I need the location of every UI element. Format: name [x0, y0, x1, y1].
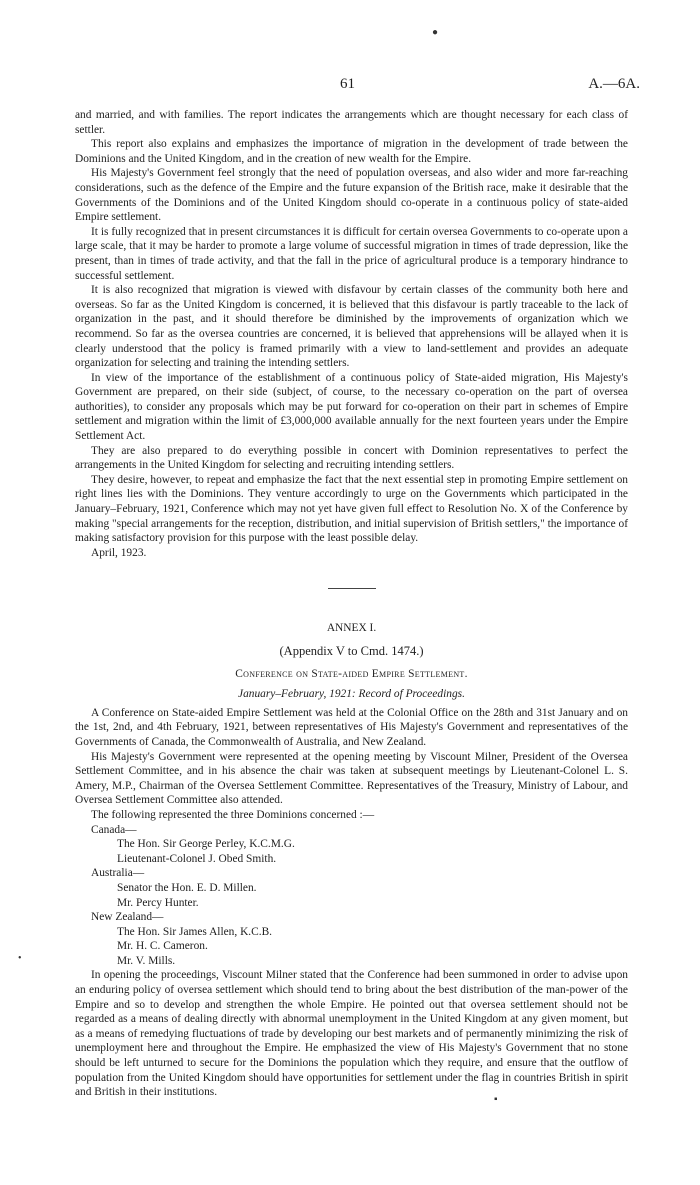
paragraph: In view of the importance of the establishment of a continuous policy of State-aided migration, His Majesty's Government are prepared, on their side (subject, of course, to the necessary co-operation on the part of oversea authorities), to consider any proposals which may be put forward for co-operation on their part in schemes of Empire settlement and migration within the limit of £3,000,000 available annually for the next fourteen years under the Empire Settlement Act. [75, 371, 628, 443]
paragraph: This report also explains and emphasizes the importance of migration in the development of trade between the Dominions and the United Kingdom, and in the creation of new wealth for the Empire. [75, 138, 628, 165]
page-body [75, 108, 628, 1100]
conference-title: Conference on State-aided Empire Settlement. [235, 667, 468, 680]
paragraph: It is also recognized that migration is viewed with disfavour by certain classes of the community both here and overseas. So far as the United Kingdom is concerned, it is believed that this disfavour is partly traceable to the lack of organization in the past, and it should therefore be diminished by the improvements of organization which we recommend. So far as the oversea countries are concerned, it is believed that apprehensions will be allayed when it is clearly understood that the policy is framed primarily with a view to land-settlement and provides an adequate organization for selecting and training the intending settlers. [75, 284, 628, 370]
paragraph: It is fully recognized that in present circumstances it is difficult for certain oversea Governments to co-operate upon a large scale, that it may be harder to promote a large volume of successful migration in times of trade depression, like the present, than in times of trade activity, and that the fall in the price of agricultural produce is a temporary hindrance to successful settlement. [75, 225, 628, 282]
paragraph: His Majesty's Government were represented at the opening meeting by Viscount Milner, President of the Oversea Settlement Committee, and in his absence the chair was taken at subsequent meetings by Lieutenant-Colonel L. S. Amery, M.P., Chairman of the Oversea Settlement Committee. Representatives of the Treasury, Ministry of Labour, and Oversea Settlement Committee also attended. [75, 750, 628, 807]
representative-entry: Mr. H. C. Cameron. [117, 940, 208, 953]
proceedings-date-line: January–February, 1921: Record of Proceedings. [238, 688, 465, 701]
appendix-reference: (Appendix V to Cmd. 1474.) [279, 644, 424, 658]
page-number: 61 [340, 76, 355, 92]
representative-entry: Mr. Percy Hunter. [117, 896, 199, 909]
paragraph: In opening the proceedings, Viscount Milner stated that the Conference had been summoned in order to advise upon an enduring policy of oversea settlement which should tend to bring about the best distribution of the man-power of the Empire and so to develop and strengthen the whole Empire. He pointed out that oversea settlement should not be regarded as a means of dealing directly with abnormal unemployment in the United Kingdom at any given moment, but as a means of remedying fluctuations of trade by developing our best markets and of permanently minimizing the risk of unemployment here and throughout the Empire. He emphasized the view of His Majesty's Government that no stone should be left unturned to secure for the Dominions the population which they require, and ensure that the outflow of population from the United Kingdom should have opportunities for settlement under the flag in countries British in spirit and British in their institutions. [75, 969, 628, 1099]
annex-title: ANNEX I. [326, 622, 377, 635]
report-date: April, 1923. [91, 546, 147, 559]
dominion-heading-australia: Australia— [91, 867, 145, 880]
representative-entry: Mr. V. Mills. [117, 954, 176, 967]
paragraph: They desire, however, to repeat and emphasize the fact that the next essential step in promoting Empire settlement on right lines lies with the Dominions. They venture accordingly to urge on the Governments which participated in the January–February, 1921, Conference which may not yet have given full effect to Resolution No. X of the Conference by making "special arrangements for the reception, distribution, and initial supervision of British settlers," the importance of making satisfactory provision for this purpose with the least possible delay. [75, 473, 628, 545]
paragraph: They are also prepared to do everything possible in concert with Dominion representatives to perfect the arrangements in the United Kingdom for selecting and recruiting intending settlers. [75, 444, 628, 472]
dominion-heading-canada: Canada— [91, 823, 137, 836]
section-divider [328, 588, 376, 589]
ink-mark: ▪ [494, 1094, 498, 1105]
paragraph: His Majesty's Government feel strongly that the need of population overseas, and also wider and more far-reaching considerations, such as the defence of the Empire and the future expansion of the British race, make it desirable that the Governments of the Dominions and of the United Kingdom should co-operate in a continuous policy of state-aided Empire settlement. [75, 167, 628, 224]
paragraph: A Conference on State-aided Empire Settlement was held at the Colonial Office on the 28th and 31st January and on the 1st, 2nd, and 4th February, 1921, between representatives of His Majesty's Government and representatives of the Governments of Canada, the Commonwealth of Australia, and New Zealand. [75, 706, 628, 748]
paragraph: The following represented the three Dominions concerned :— [91, 808, 375, 821]
paragraph: and married, and with families. The report indicates the arrangements which are thought necessary for each class of settler. [75, 109, 628, 136]
representative-entry: The Hon. Sir James Allen, K.C.B. [117, 925, 273, 938]
representative-entry: Lieutenant-Colonel J. Obed Smith. [117, 852, 277, 865]
dominion-heading-new-zealand: New Zealand— [91, 911, 164, 924]
document-reference: A.—6A. [588, 76, 640, 92]
page-header [0, 76, 700, 96]
ink-mark: • [18, 953, 22, 964]
representative-entry: The Hon. Sir George Perley, K.C.M.G. [117, 838, 295, 851]
ink-mark: ● [432, 27, 439, 38]
representative-entry: Senator the Hon. E. D. Millen. [117, 881, 257, 894]
